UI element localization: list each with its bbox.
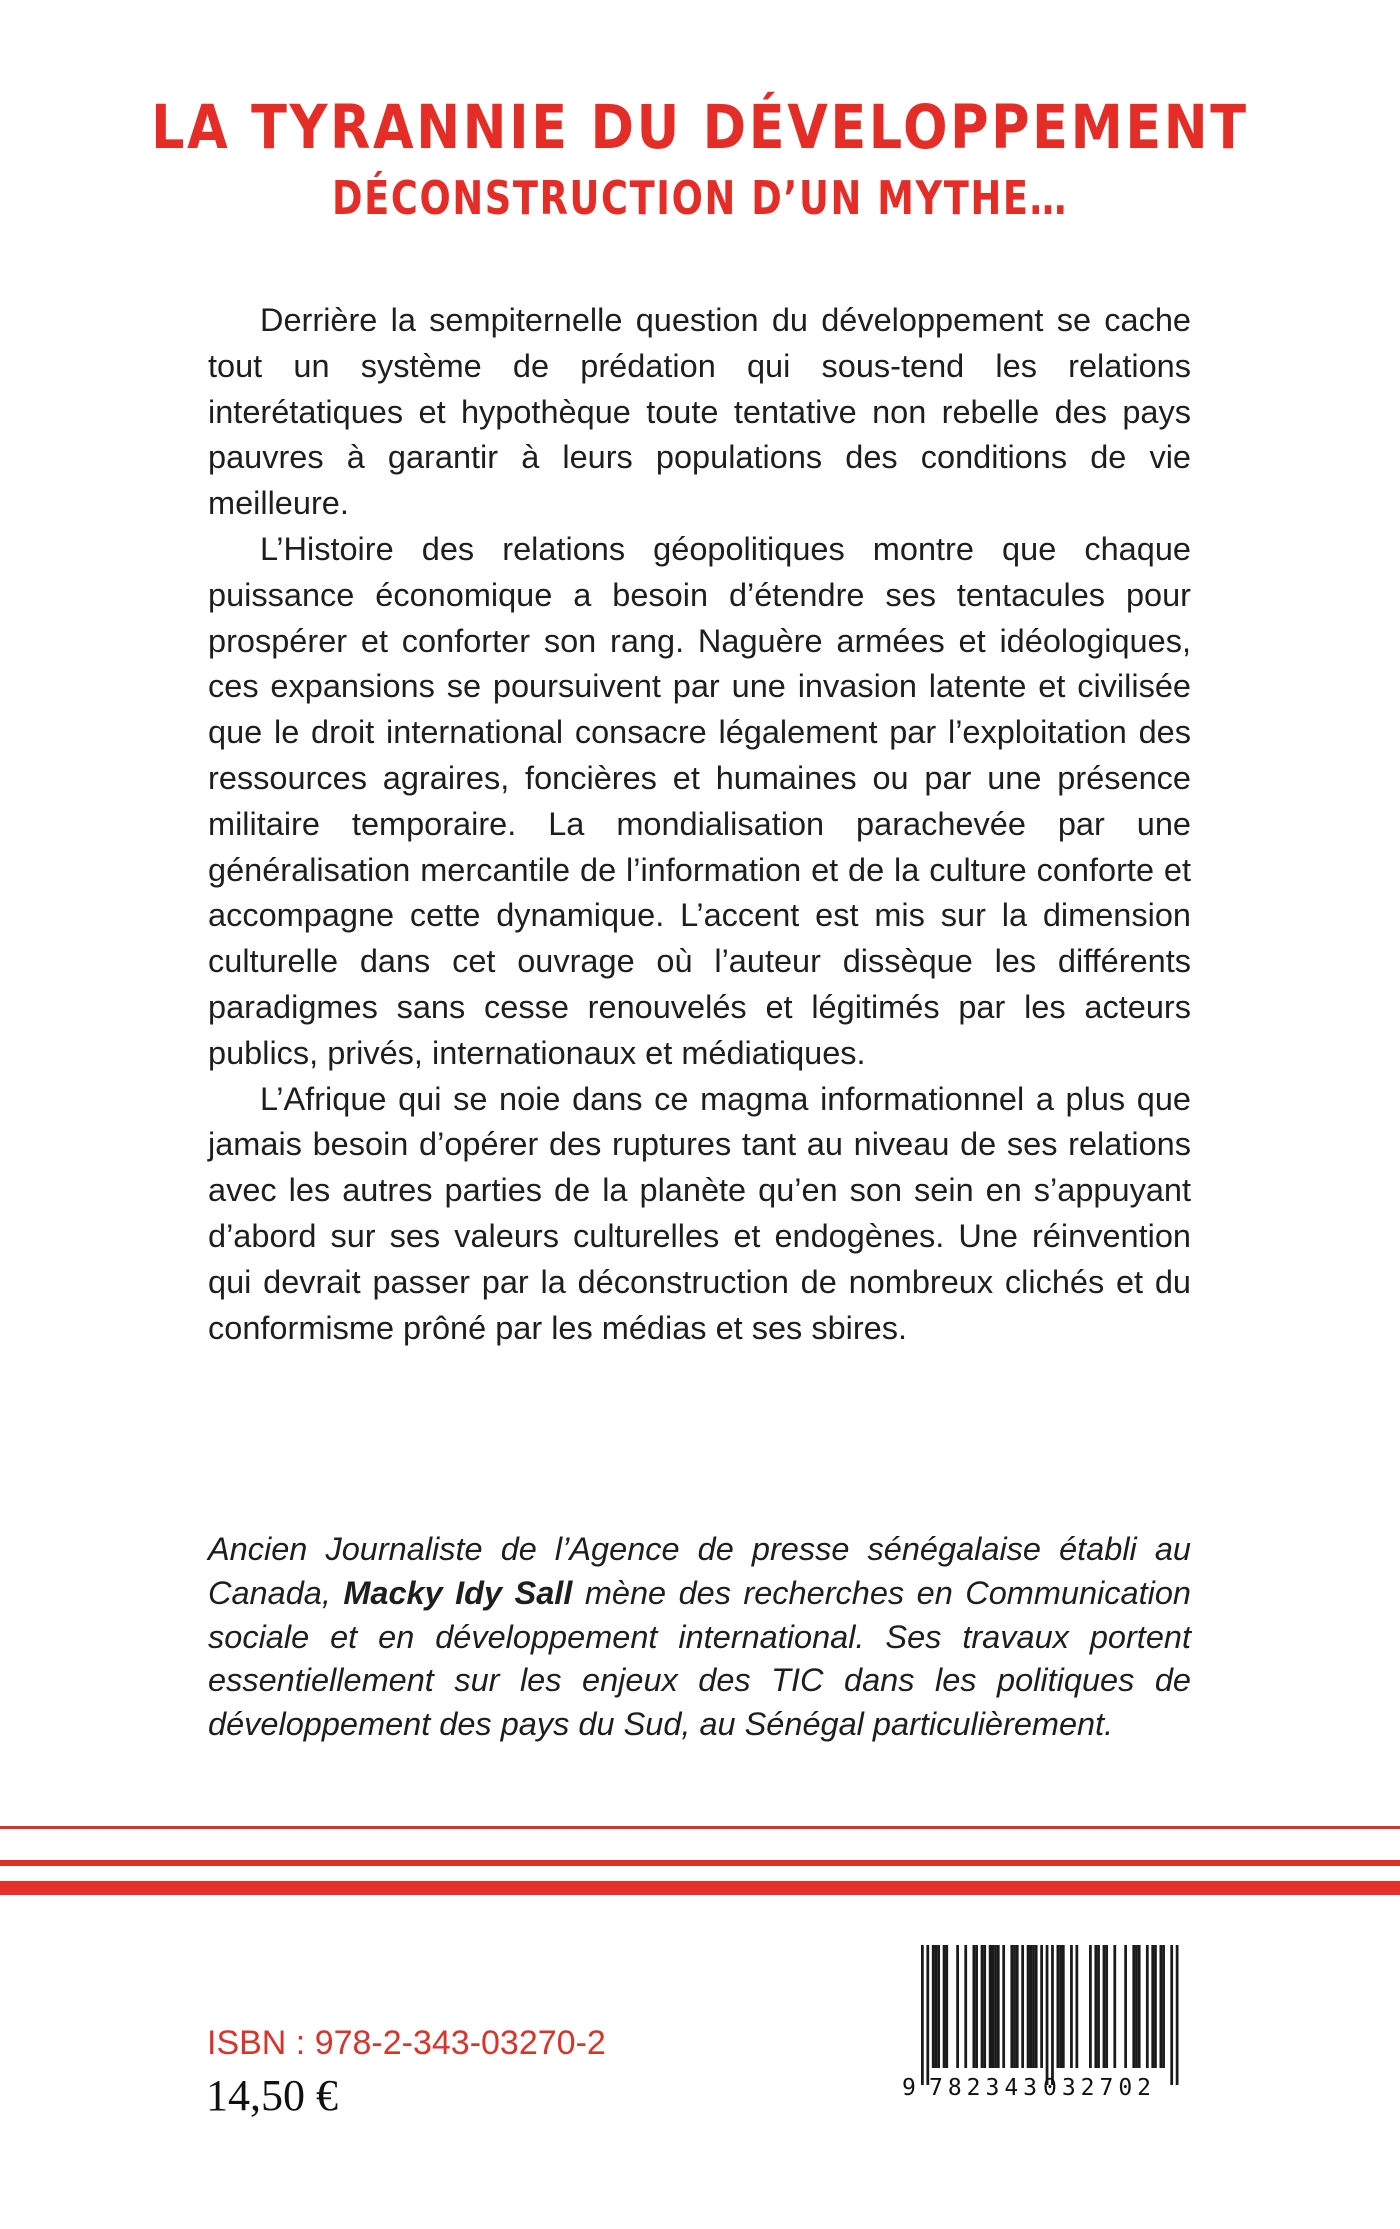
barcode-bar [1002,1945,1005,2068]
barcode-bar [1062,1945,1065,2068]
barcode-bar [1151,1945,1154,2068]
author-bio [208,1528,1191,1747]
author-bio-details: mène des recherches en Communication sociale et en développement international. Ses travaux portent essentiellement sur les enjeux des TIC dans les politiques de développement des pays du Sud, au Sénégal particulièrement. [208,1574,1192,1743]
barcode-bar [943,1945,946,2068]
barcode-bars [921,1945,1179,2085]
barcode-bar [1135,1945,1138,2068]
barcode-bar [964,1945,967,2068]
barcode-bar [1103,1945,1106,2068]
barcode-bar [1016,1945,1019,2068]
barcode-guard-bar [1046,1945,1049,2085]
author-name: Macky Idy Sall [343,1574,573,1611]
barcode-bar [1146,1945,1149,2068]
price-label: 14,50 € [206,2071,338,2120]
barcode-bar [1089,1945,1092,2068]
barcode-bar [956,1945,959,2068]
barcode-digits-right: 032702 [1043,2075,1151,2101]
barcode-bar [994,1945,997,2068]
barcode-bar [1059,1945,1062,2068]
barcode-guard-bar [1051,1945,1054,2085]
barcode-bar [1032,1945,1035,2068]
barcode-guard-bar [921,1945,924,2085]
decorative-stripe-medium [0,1860,1400,1866]
book-title: LA TYRANNIE DU DÉVELOPPEMENT [151,92,1249,163]
barcode-bar [989,1945,992,2068]
decorative-stripe-thick [0,1881,1400,1895]
barcode-bar [1035,1945,1038,2068]
book-subtitle: DÉCONSTRUCTION D’UN MYTHE… [331,171,1069,225]
barcode-bar [972,1945,975,2068]
decorative-stripe-thin [0,1826,1400,1829]
barcode-guard-bar [1176,1945,1179,2085]
barcode-bar [1040,1945,1043,2068]
barcode-bar [1124,1945,1127,2068]
barcode-bar [1010,1945,1013,2068]
barcode-bar [1029,1945,1032,2068]
barcode-bar [1013,1945,1016,2068]
barcode-bar [1075,1945,1078,2068]
barcode-bar [981,1945,984,2068]
barcode-bar [945,1945,948,2068]
barcode-bar [932,1945,935,2068]
barcode-bar [1154,1945,1157,2068]
barcode-digit-first: 9 [902,2075,916,2101]
barcode-bar [1070,1945,1073,2068]
barcode-guard-bar [926,1945,929,2085]
barcode-bar [1021,1945,1024,2068]
barcode-bar [1105,1945,1108,2068]
barcode-bar [1094,1945,1097,2068]
isbn-label: ISBN : 978-2-343-03270-2 [207,2024,606,2062]
barcode-bar [1138,1945,1141,2068]
barcode-guard-bar [1170,1945,1173,2085]
barcode-bar [1132,1945,1135,2068]
ean13-barcode [896,1945,1186,2105]
barcode-bar [937,1945,940,2068]
author-bio-intro: Ancien Journaliste de l’Agence de presse sénégalaise établi au Canada, [208,1531,1191,1611]
barcode-bar [997,1945,1000,2068]
barcode-bar [983,1945,986,2068]
barcode-bar [1159,1945,1162,2068]
summary-paragraph: L’Afrique qui se noie dans ce magma informationnel a plus que jamais besoin d’opérer des ruptures tant au niveau de ses relations avec les autres parties de la planète qu’en son sein en s’appuyant d’abord sur ses valeurs culturelles et endogènes. Une réinvention qui devrait passer par la déconstruction de nombreux clichés et du conformisme prôné par les médias et ses sbires. [208,1080,1191,1346]
back-cover-summary [208,298,1191,1351]
barcode-bar [1057,1945,1060,2068]
barcode-bar [1162,1945,1165,2068]
barcode-bar [1027,1945,1030,2068]
barcode-bar [1097,1945,1100,2068]
summary-paragraph: L’Histoire des relations géopolitiques montre que chaque puissance économique a besoin d’étendre ses tentacules pour prospérer et conforter son rang. Naguère armées et idéologiques, ces expansions se poursuivent par une invasion latente et civilisée que le droit international consacre légalement par l’exploitation des ressources agraires, foncières et humaines ou par une présence militaire temporaire. La mondialisation parachevée par une généralisation mercantile de l’information et de la culture conforte et accompagne cette dynamique. L’accent est mis sur la dimension culturelle dans cet ouvrage où l’auteur dissèque les différents paradigmes sans cesse renouvelés et légitimés par les acteurs publics, privés, internationaux et médiatiques. [208,530,1191,1071]
barcode-bar [991,1945,994,2068]
barcode-bar [1113,1945,1116,2068]
barcode-bar [935,1945,938,2068]
barcode-bar [975,1945,978,2068]
barcode-digits-left: 782343 [929,2075,1037,2101]
summary-paragraph: Derrière la sempiternelle question du développement se cache tout un système de prédation qui sous-tend les relations interétatiques et hypothèque toute tentative non rebelle des pays pauvres à garantir à leurs populations des conditions de vie meilleure. [208,302,1191,522]
